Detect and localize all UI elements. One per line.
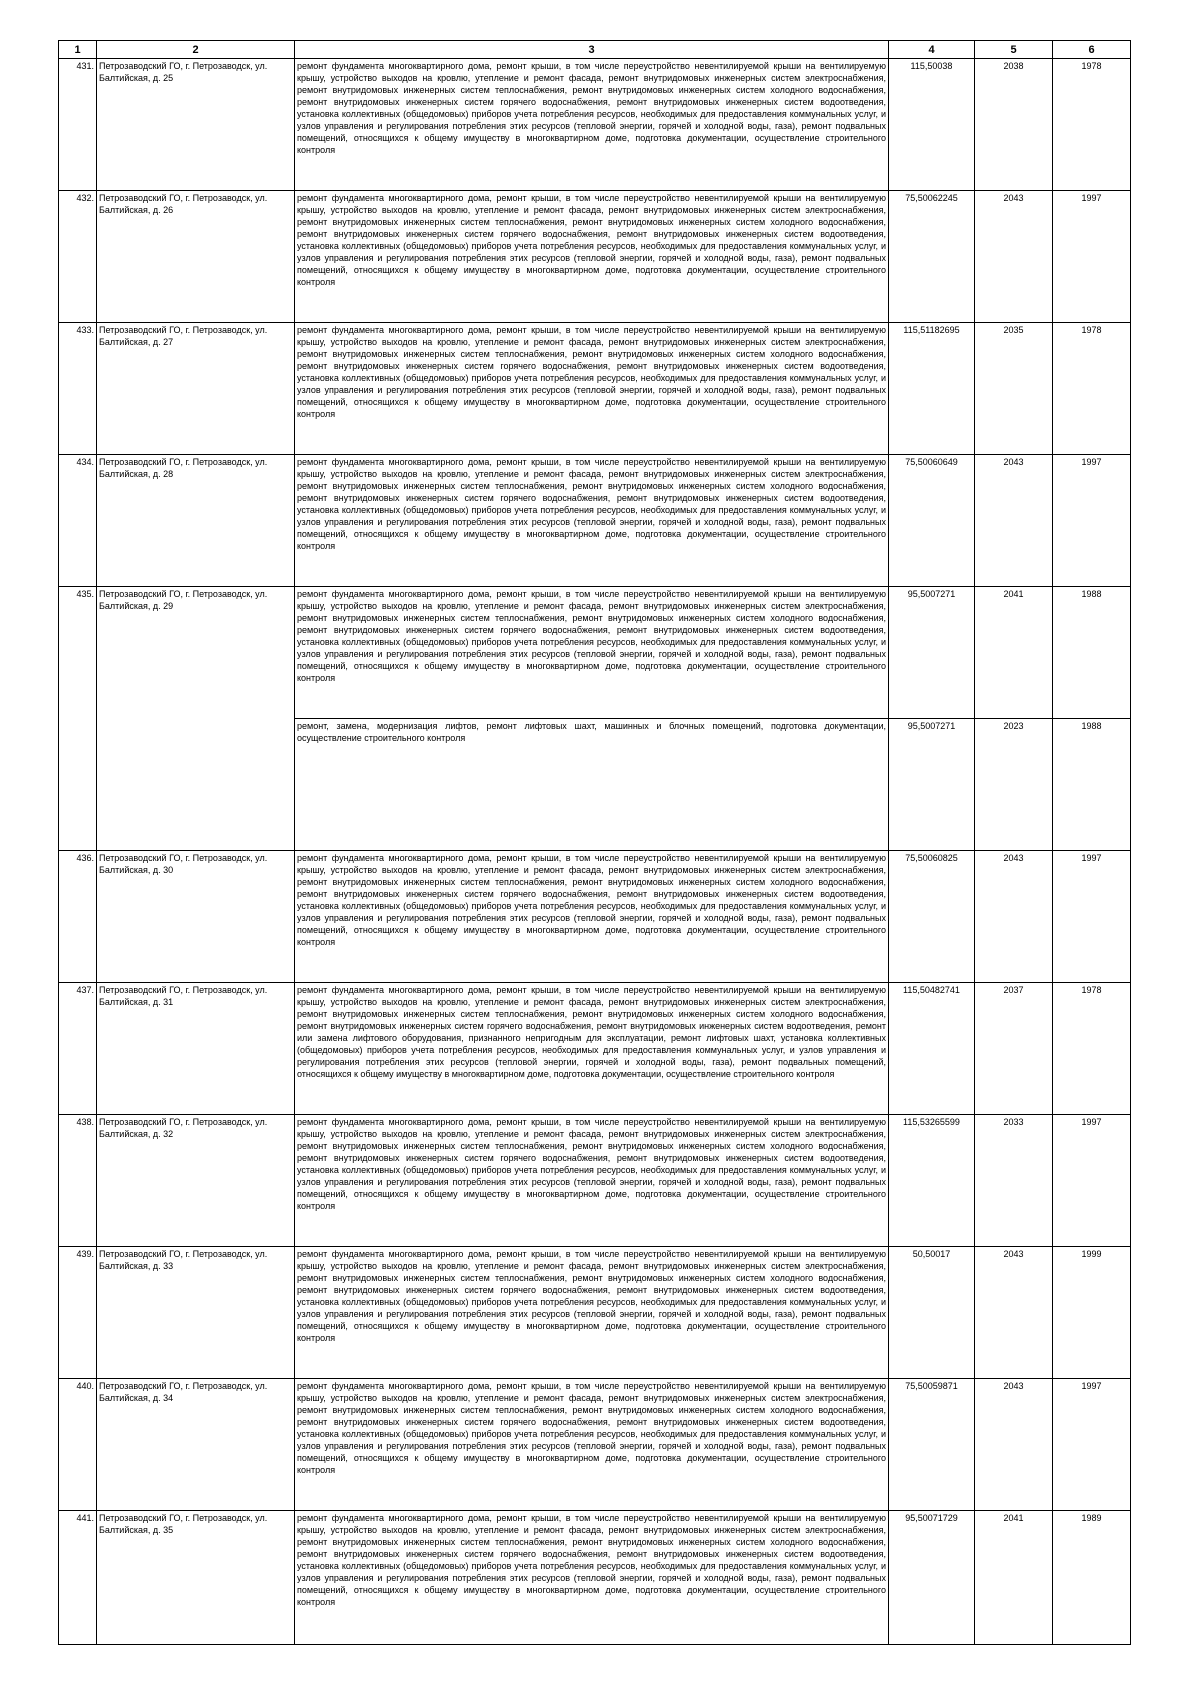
column-header-5: 5 [975, 41, 1053, 59]
column-header-4: 4 [889, 41, 975, 59]
works-cell: ремонт, замена, модернизация лифтов, ремонт лифтовых шахт, машинных и блочных помещений, подготовка документации, осуществление строительного контроля [295, 719, 889, 851]
table-row [59, 1511, 1131, 1645]
works-cell: ремонт фундамента многоквартирного дома, ремонт крыши, в том числе переустройство невентилируемой крыши на вентилируемую крышу, устройство выходов на кровлю, утепление и ремонт фасада, ремонт внутридомовых инженерных систем электроснабжения, ремонт внутридомовых инженерных систем теплоснабжения, ремонт внутридомовых инженерных систем холодного водоснабжения, ремонт внутридомовых инженерных систем горячего водоснабжения, ремонт внутридомовых инженерных систем водоотведения, установка коллективных (общедомовых) приборов учета потребления ресурсов, необходимых для предоставления коммунальных услуг, и узлов управления и регулирования потребления этих ресурсов (тепловой энергии, горячей и холодной воды, газа), ремонт подвальных помещений, относящихся к общему имуществу в многоквартирном доме, подготовка документации, осуществление строительного контроля [295, 455, 889, 587]
row-number: 433. [59, 323, 97, 455]
column-header-1: 1 [59, 41, 97, 59]
row-number: 440. [59, 1379, 97, 1511]
works-cell: ремонт фундамента многоквартирного дома, ремонт крыши, в том числе переустройство невентилируемой крыши на вентилируемую крышу, устройство выходов на кровлю, утепление и ремонт фасада, ремонт внутридомовых инженерных систем электроснабжения, ремонт внутридомовых инженерных систем теплоснабжения, ремонт внутридомовых инженерных систем холодного водоснабжения, ремонт внутридомовых инженерных систем горячего водоснабжения, ремонт внутридомовых инженерных систем водоотведения, установка коллективных (общедомовых) приборов учета потребления ресурсов, необходимых для предоставления коммунальных услуг, и узлов управления и регулирования потребления этих ресурсов (тепловой энергии, горячей и холодной воды, газа), ремонт подвальных помещений, относящихся к общему имуществу в многоквартирном доме, подготовка документации, осуществление строительного контроля [295, 323, 889, 455]
row-number: 432. [59, 191, 97, 323]
address-cell: Петрозаводский ГО, г. Петрозаводск, ул. Балтийская, д. 35 [97, 1511, 295, 1645]
build-year-cell: 1997 [1053, 1379, 1131, 1511]
header-row [59, 41, 1131, 59]
works-cell: ремонт фундамента многоквартирного дома, ремонт крыши, в том числе переустройство невентилируемой крыши на вентилируемую крышу, устройство выходов на кровлю, утепление и ремонт фасада, ремонт внутридомовых инженерных систем электроснабжения, ремонт внутридомовых инженерных систем теплоснабжения, ремонт внутридомовых инженерных систем холодного водоснабжения, ремонт внутридомовых инженерных систем горячего водоснабжения, ремонт внутридомовых инженерных систем водоотведения, установка коллективных (общедомовых) приборов учета потребления ресурсов, необходимых для предоставления коммунальных услуг, и узлов управления и регулирования потребления этих ресурсов (тепловой энергии, горячей и холодной воды, газа), ремонт подвальных помещений, относящихся к общему имуществу в многоквартирном доме, подготовка документации, осуществление строительного контроля [295, 1115, 889, 1247]
cost-cell: 95,50071729 [889, 1511, 975, 1645]
cost-cell: 75,50060825 [889, 851, 975, 983]
build-year-cell: 1978 [1053, 59, 1131, 191]
table-row [59, 983, 1131, 1115]
address-cell: Петрозаводский ГО, г. Петрозаводск, ул. Балтийская, д. 25 [97, 59, 295, 191]
address-cell: Петрозаводский ГО, г. Петрозаводск, ул. Балтийская, д. 27 [97, 323, 295, 455]
address-cell: Петрозаводский ГО, г. Петрозаводск, ул. Балтийская, д. 34 [97, 1379, 295, 1511]
build-year-cell: 1999 [1053, 1247, 1131, 1379]
works-cell: ремонт фундамента многоквартирного дома, ремонт крыши, в том числе переустройство невентилируемой крыши на вентилируемую крышу, устройство выходов на кровлю, утепление и ремонт фасада, ремонт внутридомовых инженерных систем электроснабжения, ремонт внутридомовых инженерных систем теплоснабжения, ремонт внутридомовых инженерных систем холодного водоснабжения, ремонт внутридомовых инженерных систем горячего водоснабжения, ремонт внутридомовых инженерных систем водоотведения, установка коллективных (общедомовых) приборов учета потребления ресурсов, необходимых для предоставления коммунальных услуг, и узлов управления и регулирования потребления этих ресурсов (тепловой энергии, горячей и холодной воды, газа), ремонт подвальных помещений, относящихся к общему имуществу в многоквартирном доме, подготовка документации, осуществление строительного контроля [295, 1247, 889, 1379]
build-year-cell: 1978 [1053, 983, 1131, 1115]
build-year-cell: 1978 [1053, 323, 1131, 455]
table-row [59, 1247, 1131, 1379]
planned-year-cell: 2043 [975, 1247, 1053, 1379]
planned-year-cell: 2043 [975, 191, 1053, 323]
cost-cell: 75,50062245 [889, 191, 975, 323]
table-row [59, 323, 1131, 455]
build-year-cell: 1988 [1053, 587, 1131, 719]
table-row [59, 851, 1131, 983]
row-number: 437. [59, 983, 97, 1115]
table-row [59, 1379, 1131, 1511]
table-row [59, 1115, 1131, 1247]
address-cell: Петрозаводский ГО, г. Петрозаводск, ул. Балтийская, д. 26 [97, 191, 295, 323]
table-row [59, 59, 1131, 191]
table-body [59, 59, 1131, 1645]
table-row [59, 191, 1131, 323]
cost-cell: 115,53265599 [889, 1115, 975, 1247]
table-row [59, 587, 1131, 719]
planned-year-cell: 2043 [975, 851, 1053, 983]
column-header-6: 6 [1053, 41, 1131, 59]
planned-year-cell: 2043 [975, 455, 1053, 587]
works-cell: ремонт фундамента многоквартирного дома, ремонт крыши, в том числе переустройство невентилируемой крыши на вентилируемую крышу, устройство выходов на кровлю, утепление и ремонт фасада, ремонт внутридомовых инженерных систем электроснабжения, ремонт внутридомовых инженерных систем теплоснабжения, ремонт внутридомовых инженерных систем холодного водоснабжения, ремонт внутридомовых инженерных систем горячего водоснабжения, ремонт внутридомовых инженерных систем водоотведения, установка коллективных (общедомовых) приборов учета потребления ресурсов, необходимых для предоставления коммунальных услуг, и узлов управления и регулирования потребления этих ресурсов (тепловой энергии, горячей и холодной воды, газа), ремонт подвальных помещений, относящихся к общему имуществу в многоквартирном доме, подготовка документации, осуществление строительного контроля [295, 851, 889, 983]
address-cell: Петрозаводский ГО, г. Петрозаводск, ул. Балтийская, д. 28 [97, 455, 295, 587]
works-cell: ремонт фундамента многоквартирного дома, ремонт крыши, в том числе переустройство невентилируемой крыши на вентилируемую крышу, устройство выходов на кровлю, утепление и ремонт фасада, ремонт внутридомовых инженерных систем электроснабжения, ремонт внутридомовых инженерных систем теплоснабжения, ремонт внутридомовых инженерных систем холодного водоснабжения, ремонт внутридомовых инженерных систем горячего водоснабжения, ремонт внутридомовых инженерных систем водоотведения, установка коллективных (общедомовых) приборов учета потребления ресурсов, необходимых для предоставления коммунальных услуг, и узлов управления и регулирования потребления этих ресурсов (тепловой энергии, горячей и холодной воды, газа), ремонт подвальных помещений, относящихся к общему имуществу в многоквартирном доме, подготовка документации, осуществление строительного контроля [295, 1511, 889, 1645]
cost-cell: 95,5007271 [889, 719, 975, 851]
planned-year-cell: 2038 [975, 59, 1053, 191]
build-year-cell: 1988 [1053, 719, 1131, 851]
address-cell: Петрозаводский ГО, г. Петрозаводск, ул. Балтийская, д. 33 [97, 1247, 295, 1379]
address-cell: Петрозаводский ГО, г. Петрозаводск, ул. Балтийская, д. 30 [97, 851, 295, 983]
address-cell: Петрозаводский ГО, г. Петрозаводск, ул. Балтийская, д. 29 [97, 587, 295, 851]
column-header-2: 2 [97, 41, 295, 59]
build-year-cell: 1997 [1053, 455, 1131, 587]
row-number: 441. [59, 1511, 97, 1645]
build-year-cell: 1997 [1053, 191, 1131, 323]
table-row [59, 455, 1131, 587]
planned-year-cell: 2041 [975, 587, 1053, 719]
row-number: 431. [59, 59, 97, 191]
planned-year-cell: 2023 [975, 719, 1053, 851]
cost-cell: 115,50482741 [889, 983, 975, 1115]
row-number: 439. [59, 1247, 97, 1379]
address-cell: Петрозаводский ГО, г. Петрозаводск, ул. Балтийская, д. 31 [97, 983, 295, 1115]
row-number: 435. [59, 587, 97, 851]
column-header-3: 3 [295, 41, 889, 59]
capital-repair-table [58, 40, 1131, 1645]
planned-year-cell: 2043 [975, 1379, 1053, 1511]
cost-cell: 115,51182695 [889, 323, 975, 455]
works-cell: ремонт фундамента многоквартирного дома, ремонт крыши, в том числе переустройство невентилируемой крыши на вентилируемую крышу, устройство выходов на кровлю, утепление и ремонт фасада, ремонт внутридомовых инженерных систем электроснабжения, ремонт внутридомовых инженерных систем теплоснабжения, ремонт внутридомовых инженерных систем холодного водоснабжения, ремонт внутридомовых инженерных систем горячего водоснабжения, ремонт внутридомовых инженерных систем водоотведения, установка коллективных (общедомовых) приборов учета потребления ресурсов, необходимых для предоставления коммунальных услуг, и узлов управления и регулирования потребления этих ресурсов (тепловой энергии, горячей и холодной воды, газа), ремонт подвальных помещений, относящихся к общему имуществу в многоквартирном доме, подготовка документации, осуществление строительного контроля [295, 587, 889, 719]
build-year-cell: 1997 [1053, 851, 1131, 983]
row-number: 434. [59, 455, 97, 587]
cost-cell: 95,5007271 [889, 587, 975, 719]
planned-year-cell: 2037 [975, 983, 1053, 1115]
row-number: 438. [59, 1115, 97, 1247]
planned-year-cell: 2035 [975, 323, 1053, 455]
cost-cell: 75,50059871 [889, 1379, 975, 1511]
row-number: 436. [59, 851, 97, 983]
works-cell: ремонт фундамента многоквартирного дома, ремонт крыши, в том числе переустройство невентилируемой крыши на вентилируемую крышу, устройство выходов на кровлю, утепление и ремонт фасада, ремонт внутридомовых инженерных систем электроснабжения, ремонт внутридомовых инженерных систем теплоснабжения, ремонт внутридомовых инженерных систем холодного водоснабжения, ремонт внутридомовых инженерных систем горячего водоснабжения, ремонт внутридомовых инженерных систем водоотведения, ремонт или замена лифтового оборудования, признанного непригодным для эксплуатации, ремонт лифтовых шахт, установка коллективных (общедомовых) приборов учета потребления ресурсов, необходимых для предоставления коммунальных услуг, и узлов управления и регулирования потребления этих ресурсов (тепловой энергии, горячей и холодной воды, газа), ремонт подвальных помещений, относящихся к общему имуществу в многоквартирном доме, подготовка документации, осуществление строительного контроля [295, 983, 889, 1115]
works-cell: ремонт фундамента многоквартирного дома, ремонт крыши, в том числе переустройство невентилируемой крыши на вентилируемую крышу, устройство выходов на кровлю, утепление и ремонт фасада, ремонт внутридомовых инженерных систем электроснабжения, ремонт внутридомовых инженерных систем теплоснабжения, ремонт внутридомовых инженерных систем холодного водоснабжения, ремонт внутридомовых инженерных систем горячего водоснабжения, ремонт внутридомовых инженерных систем водоотведения, установка коллективных (общедомовых) приборов учета потребления ресурсов, необходимых для предоставления коммунальных услуг, и узлов управления и регулирования потребления этих ресурсов (тепловой энергии, горячей и холодной воды, газа), ремонт подвальных помещений, относящихся к общему имуществу в многоквартирном доме, подготовка документации, осуществление строительного контроля [295, 191, 889, 323]
planned-year-cell: 2041 [975, 1511, 1053, 1645]
planned-year-cell: 2033 [975, 1115, 1053, 1247]
cost-cell: 75,50060649 [889, 455, 975, 587]
table-header [59, 41, 1131, 59]
build-year-cell: 1989 [1053, 1511, 1131, 1645]
address-cell: Петрозаводский ГО, г. Петрозаводск, ул. Балтийская, д. 32 [97, 1115, 295, 1247]
works-cell: ремонт фундамента многоквартирного дома, ремонт крыши, в том числе переустройство невентилируемой крыши на вентилируемую крышу, устройство выходов на кровлю, утепление и ремонт фасада, ремонт внутридомовых инженерных систем электроснабжения, ремонт внутридомовых инженерных систем теплоснабжения, ремонт внутридомовых инженерных систем холодного водоснабжения, ремонт внутридомовых инженерных систем горячего водоснабжения, ремонт внутридомовых инженерных систем водоотведения, установка коллективных (общедомовых) приборов учета потребления ресурсов, необходимых для предоставления коммунальных услуг, и узлов управления и регулирования потребления этих ресурсов (тепловой энергии, горячей и холодной воды, газа), ремонт подвальных помещений, относящихся к общему имуществу в многоквартирном доме, подготовка документации, осуществление строительного контроля [295, 1379, 889, 1511]
works-cell: ремонт фундамента многоквартирного дома, ремонт крыши, в том числе переустройство невентилируемой крыши на вентилируемую крышу, устройство выходов на кровлю, утепление и ремонт фасада, ремонт внутридомовых инженерных систем электроснабжения, ремонт внутридомовых инженерных систем теплоснабжения, ремонт внутридомовых инженерных систем холодного водоснабжения, ремонт внутридомовых инженерных систем горячего водоснабжения, ремонт внутридомовых инженерных систем водоотведения, установка коллективных (общедомовых) приборов учета потребления ресурсов, необходимых для предоставления коммунальных услуг, и узлов управления и регулирования потребления этих ресурсов (тепловой энергии, горячей и холодной воды, газа), ремонт подвальных помещений, относящихся к общему имуществу в многоквартирном доме, подготовка документации, осуществление строительного контроля [295, 59, 889, 191]
build-year-cell: 1997 [1053, 1115, 1131, 1247]
cost-cell: 115,50038 [889, 59, 975, 191]
cost-cell: 50,50017 [889, 1247, 975, 1379]
